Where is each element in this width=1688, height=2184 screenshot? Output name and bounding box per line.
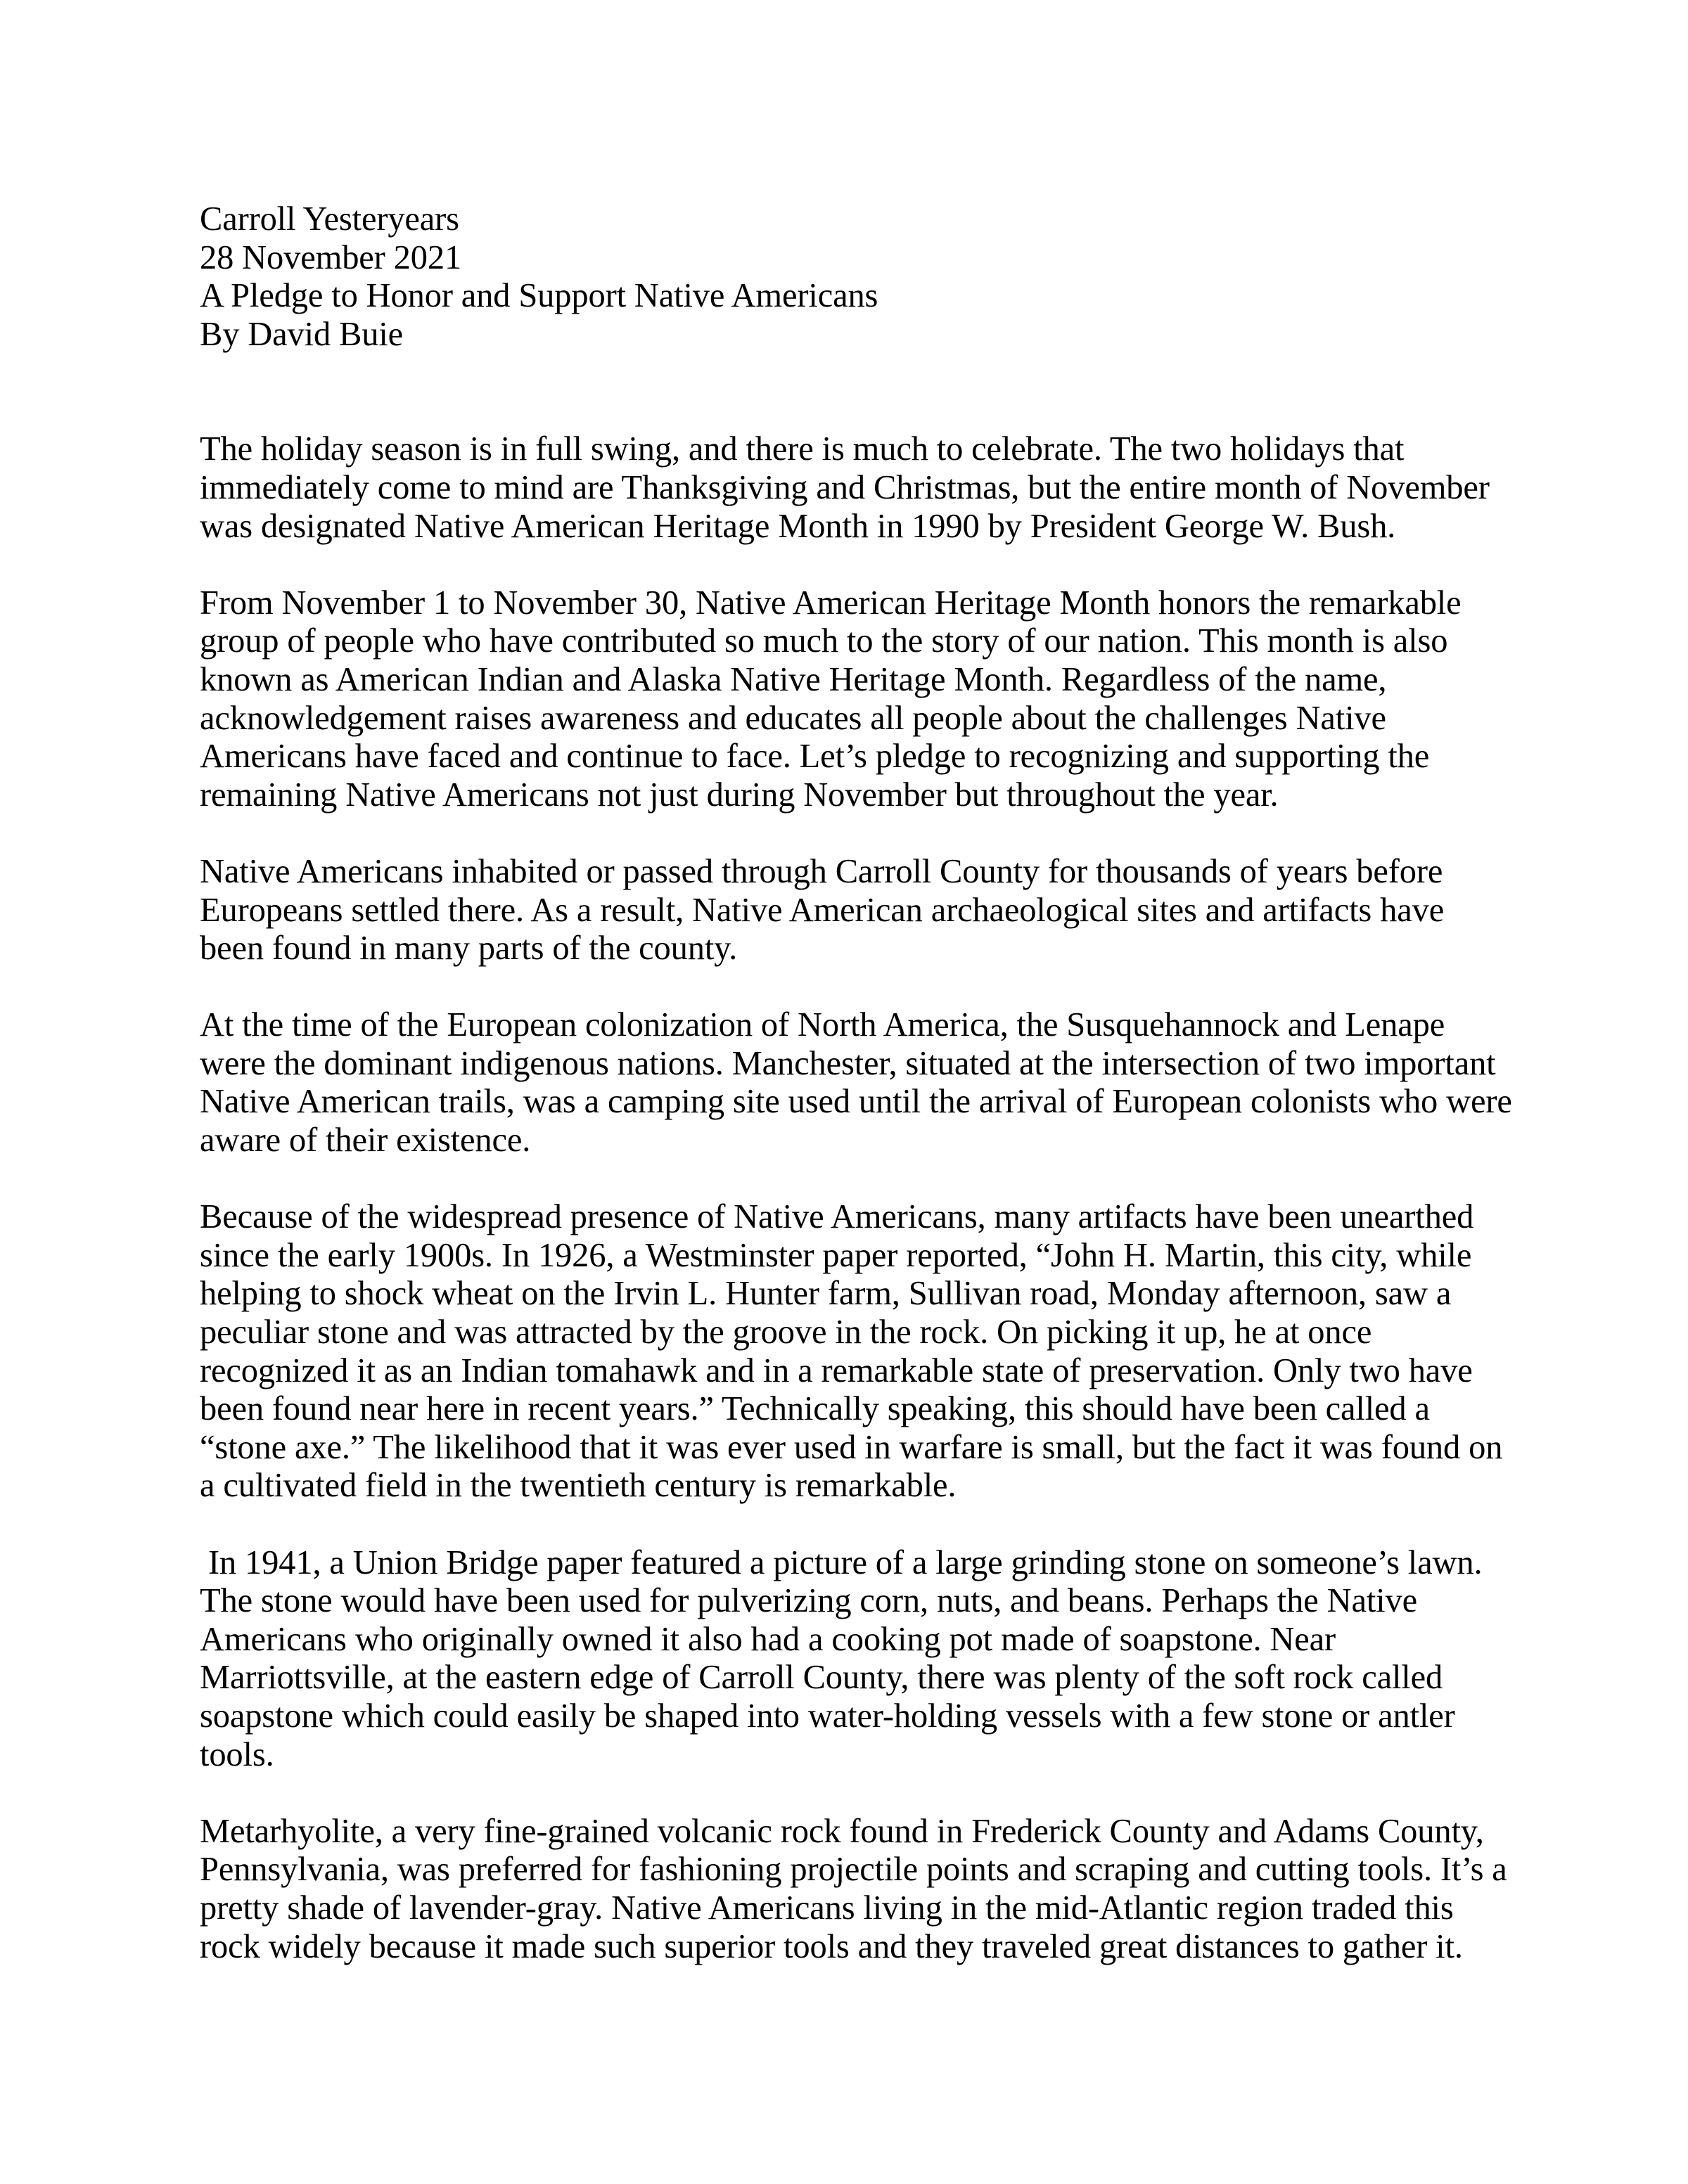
paragraph-line: Metarhyolite, a very fine-grained volcanic rock found in Frederick County and Adams County, [200,1812,1484,1850]
article-byline: By David Buie [200,315,404,353]
paragraph [200,1006,1536,1160]
paragraph-line: soapstone which could easily be shaped into water-holding vessels with a few stone or antler [200,1697,1455,1735]
paragraph [200,430,1536,546]
paragraph-line: known as American Indian and Alaska Native Heritage Month. Regardless of the name, [200,660,1387,698]
paragraph-line: been found near here in recent years.” Technically speaking, this should have been called a [200,1390,1430,1428]
paragraph-line: immediately come to mind are Thanksgiving and Christmas, but the entire month of November [200,468,1490,506]
article-header [200,200,1536,354]
paragraph-line: Europeans settled there. As a result, Native American archaeological sites and artifacts have [200,891,1445,929]
paragraph-line: helping to shock wheat on the Irvin L. Hunter farm, Sullivan road, Monday afternoon, saw a [200,1275,1452,1313]
article-body [200,430,1536,1966]
paragraph-line: aware of their existence. [200,1122,531,1160]
paragraph-line: The holiday season is in full swing, and there is much to celebrate. The two holidays that [200,430,1405,468]
paragraph-line: From November 1 to November 30, Native American Heritage Month honors the remarkable [200,584,1462,622]
paragraph-line: since the early 1900s. In 1926, a Westminster paper reported, “John H. Martin, this city, while [200,1236,1472,1274]
paragraph-line: rock widely because it made such superior tools and they traveled great distances to gather it. [200,1927,1463,1965]
article-title: A Pledge to Honor and Support Native Americans [200,277,878,315]
paragraph-line: Marriottsville, at the eastern edge of Carroll County, there was plenty of the soft rock called [200,1659,1443,1697]
paragraph-line: In 1941, a Union Bridge paper featured a picture of a large grinding stone on someone’s lawn. [200,1543,1483,1581]
paragraph-line: tools. [200,1735,274,1773]
paragraph-line: Native Americans inhabited or passed through Carroll County for thousands of years before [200,852,1443,890]
paragraph-line: recognized it as an Indian tomahawk and in a remarkable state of preservation. Only two have [200,1351,1473,1389]
paragraph-line: group of people who have contributed so much to the story of our nation. This month is also [200,622,1448,660]
paragraph-line: been found in many parts of the county. [200,930,738,968]
paragraph-line: Americans who originally owned it also had a cooking pot made of soapstone. Near [200,1620,1336,1658]
document-page [200,200,1536,2005]
paragraph-line: acknowledgement raises awareness and educates all people about the challenges Native [200,699,1386,737]
paragraph-line: pretty shade of lavender-gray. Native Americans living in the mid-Atlantic region traded this [200,1889,1454,1927]
column-name: Carroll Yesteryears [200,200,459,238]
paragraph-line: Pennsylvania, was preferred for fashioning projectile points and scraping and cutting tools. It’s a [200,1851,1507,1889]
paragraph-line: Native American trails, was a camping site used until the arrival of European colonists who were [200,1083,1512,1121]
paragraph-line: Because of the widespread presence of Native Americans, many artifacts have been unearthed [200,1198,1474,1236]
paragraph-line: remaining Native Americans not just during November but throughout the year. [200,776,1279,814]
paragraph [200,1813,1536,1966]
paragraph-line: peculiar stone and was attracted by the groove in the rock. On picking it up, he at once [200,1313,1372,1351]
paragraph-line: were the dominant indigenous nations. Manchester, situated at the intersection of two important [200,1044,1496,1082]
paragraph [200,853,1536,968]
paragraph-line: “stone axe.” The likelihood that it was ever used in warfare is small, but the fact it was found on [200,1428,1503,1466]
paragraph [200,584,1536,815]
paragraph-line: The stone would have been used for pulverizing corn, nuts, and beans. Perhaps the Native [200,1582,1417,1620]
paragraph-line: At the time of the European colonization of North America, the Susquehannock and Lenape [200,1006,1445,1044]
paragraph-line: was designated Native American Heritage Month in 1990 by President George W. Bush. [200,507,1396,545]
paragraph [200,1198,1536,1505]
paragraph [200,1544,1536,1775]
paragraph-line: Americans have faced and continue to face. Let’s pledge to recognizing and supporting the [200,738,1430,776]
paragraph-line: a cultivated field in the twentieth century is remarkable. [200,1467,957,1505]
article-date: 28 November 2021 [200,238,462,276]
